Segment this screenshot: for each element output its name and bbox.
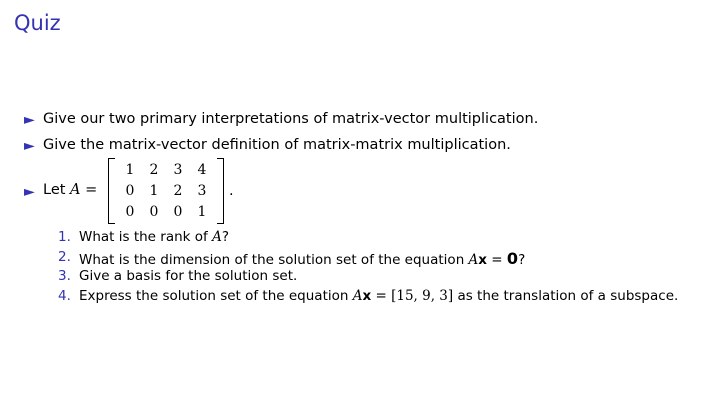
math-bold-symbol: x (478, 252, 488, 268)
question-4-text (79, 288, 678, 304)
bullet-marker: ► (24, 184, 35, 200)
bullet-marker: ► (24, 138, 35, 154)
question-number: 1. (58, 229, 71, 245)
math-bold-symbol: x (362, 288, 372, 304)
question-text: ? (221, 229, 229, 245)
matrix-cell: 1 (125, 162, 135, 178)
question-text: Give a basis for the solution set. (79, 268, 298, 284)
math-variable: A (212, 229, 222, 245)
math-variable: A (468, 252, 479, 268)
slide-title: Quiz (14, 11, 61, 35)
math-expression: = (487, 252, 507, 268)
matrix-cell: 1 (149, 183, 159, 199)
matrix-cell: 4 (197, 162, 207, 178)
matrix-cell: 3 (197, 183, 207, 199)
matrix-cell: 0 (125, 183, 135, 199)
question-number: 2. (58, 249, 71, 265)
math-variable: A (352, 288, 363, 304)
question-text: What is the dimension of the solution set of the equation (79, 252, 469, 268)
let-statement (43, 182, 97, 198)
matrix-cell: 1 (197, 204, 207, 220)
question-text: What is the rank of (79, 229, 213, 245)
question-text: as the translation of a subspace. (453, 288, 679, 304)
bullet-marker: ► (24, 112, 35, 128)
question-3-text (79, 268, 297, 284)
matrix-cell: 0 (149, 204, 159, 220)
matrix-cell: 0 (173, 204, 183, 220)
question-1-text (79, 229, 229, 245)
equals-sign: = (80, 182, 98, 198)
math-expression: = [15, 9, 3] (371, 288, 454, 304)
matrix-cell: 2 (173, 183, 183, 199)
question-number: 4. (58, 288, 71, 304)
right-bracket (217, 158, 224, 224)
period: . (229, 183, 234, 199)
matrix-cell: 0 (125, 204, 135, 220)
question-number: 3. (58, 268, 71, 284)
matrix-cell: 3 (173, 162, 183, 178)
matrix-cell: 2 (149, 162, 159, 178)
matrix-variable: A (70, 182, 81, 198)
math-bold-symbol: 0 (506, 249, 519, 268)
question-2-text (79, 249, 525, 268)
left-bracket (108, 158, 115, 224)
let-prefix: Let (43, 182, 71, 198)
question-text: ? (518, 252, 526, 268)
matrix-A (108, 158, 224, 224)
bullet-1-text: Give our two primary interpretations of matrix-vector multiplication. (43, 111, 539, 127)
question-text: Express the solution set of the equation (79, 288, 353, 304)
bullet-2-text: Give the matrix-vector definition of matrix-matrix multiplication. (43, 137, 511, 153)
